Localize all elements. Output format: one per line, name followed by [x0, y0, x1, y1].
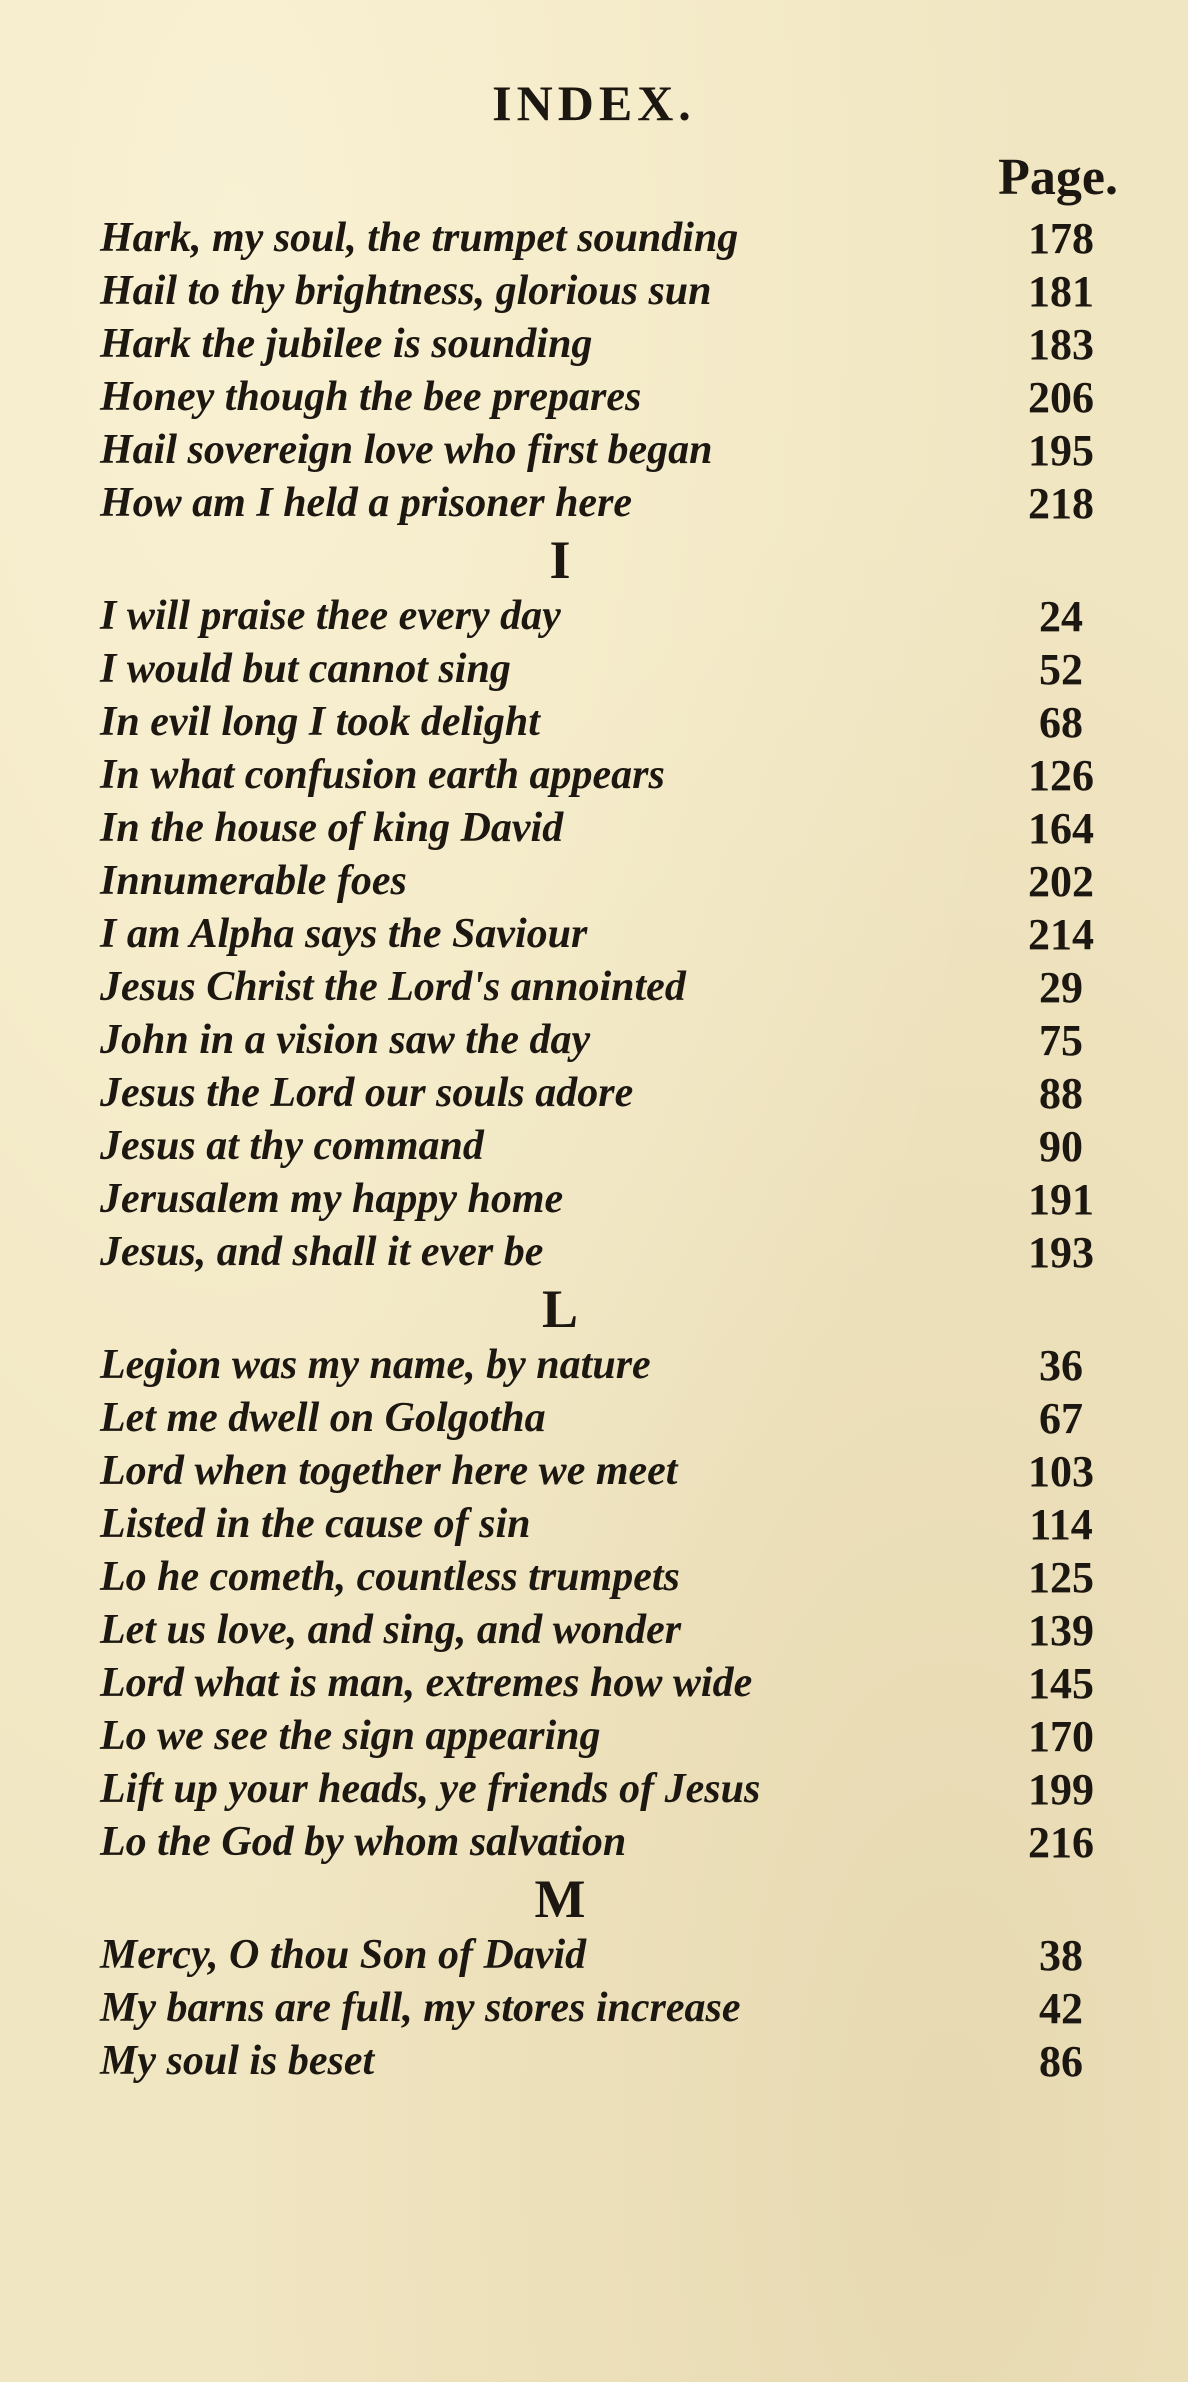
hymn-first-line: Let me dwell on Golgotha: [100, 1395, 546, 1441]
hymn-first-line: Hark the jubilee is sounding: [100, 321, 593, 367]
page-number: 24: [1039, 592, 1083, 641]
index-entry: [100, 1657, 1140, 1710]
index-entry: [100, 1710, 1140, 1763]
page-number: 164: [1028, 804, 1094, 853]
page-number: 178: [1028, 214, 1094, 263]
index-entry: [100, 961, 1140, 1014]
hymn-first-line: Hail sovereign love who first began: [100, 427, 713, 473]
section-letter-heading: I: [549, 530, 571, 590]
hymn-first-line: Lo he cometh, countless trumpets: [100, 1554, 680, 1600]
index-entry: [100, 590, 1140, 643]
index-entry: [100, 1551, 1140, 1604]
page-number: 191: [1028, 1175, 1094, 1224]
index-entry: [100, 1816, 1140, 1869]
page-number: 183: [1028, 320, 1094, 369]
hymn-first-line: How am I held a prisoner here: [100, 480, 633, 526]
page-number: 90: [1039, 1122, 1083, 1171]
hymn-first-line: Lord what is man, extremes how wide: [100, 1660, 753, 1706]
hymn-first-line: Jerusalem my happy home: [100, 1176, 564, 1222]
index-entry: [100, 318, 1140, 371]
page-number: 218: [1028, 479, 1094, 528]
hymn-first-line: Listed in the cause of sin: [100, 1501, 531, 1547]
page-number: 68: [1039, 698, 1083, 747]
page-number: 36: [1039, 1341, 1083, 1390]
page-number: 206: [1028, 373, 1094, 422]
hymn-first-line: Lift up your heads, ye friends of Jesus: [100, 1766, 761, 1812]
index-entry: [100, 212, 1140, 265]
hymn-first-line: Legion was my name, by nature: [100, 1342, 651, 1388]
hymn-first-line: Honey though the bee prepares: [100, 374, 642, 420]
hymn-first-line: I will praise thee every day: [100, 593, 561, 639]
page-number: 181: [1028, 267, 1094, 316]
index-entry: [100, 2035, 1140, 2088]
index-entry: [100, 1498, 1140, 1551]
hymn-first-line: Jesus the Lord our souls adore: [100, 1070, 634, 1116]
page-number: 75: [1039, 1016, 1083, 1065]
page-number: 88: [1039, 1069, 1083, 1118]
page-number: 38: [1039, 1931, 1083, 1980]
page-column-heading: Page.: [998, 149, 1118, 206]
page-number: 125: [1028, 1553, 1094, 1602]
index-entry: [100, 1445, 1140, 1498]
index-entry: [100, 1982, 1140, 2035]
hymn-first-line: Innumerable foes: [100, 858, 407, 904]
index-entry: [100, 1173, 1140, 1226]
running-head: INDEX.: [492, 75, 696, 131]
page-number: 67: [1039, 1394, 1083, 1443]
index-entry: [100, 696, 1140, 749]
index-entry: [100, 265, 1140, 318]
hymn-first-line: In the house of king David: [100, 805, 564, 851]
hymn-first-line: Jesus Christ the Lord's annointed: [100, 964, 686, 1010]
index-entry: [100, 1226, 1140, 1279]
page-number: 52: [1039, 645, 1083, 694]
index-entry: [100, 1392, 1140, 1445]
index-list: [100, 212, 1140, 2088]
hymn-first-line: Lo we see the sign appearing: [100, 1713, 601, 1759]
index-entry: [100, 1604, 1140, 1657]
index-entry: [100, 1120, 1140, 1173]
index-entry: [100, 855, 1140, 908]
hymn-first-line: Lord when together here we meet: [100, 1448, 678, 1494]
hymn-first-line: Jesus, and shall it ever be: [100, 1229, 544, 1275]
page-number: 126: [1028, 751, 1094, 800]
page-number: 193: [1028, 1228, 1094, 1277]
hymn-first-line: Hark, my soul, the trumpet sounding: [100, 215, 739, 261]
index-entry: [100, 371, 1140, 424]
hymn-first-line: My barns are full, my stores increase: [100, 1985, 741, 2031]
hymn-first-line: Let us love, and sing, and wonder: [100, 1607, 682, 1653]
index-entry: [100, 908, 1140, 961]
hymn-first-line: Hail to thy brightness, glorious sun: [100, 268, 712, 314]
hymn-first-line: My soul is beset: [100, 2038, 375, 2084]
hymn-first-line: In what confusion earth appears: [100, 752, 665, 798]
page-number: 86: [1039, 2037, 1083, 2086]
hymn-first-line: I am Alpha says the Saviour: [100, 911, 588, 957]
index-entry: [100, 1763, 1140, 1816]
page-number: 145: [1028, 1659, 1094, 1708]
hymn-first-line: In evil long I took delight: [100, 699, 540, 745]
section-letter-heading: M: [534, 1869, 586, 1929]
hymn-first-line: Mercy, O thou Son of David: [100, 1932, 587, 1978]
page-number: 42: [1039, 1984, 1083, 2033]
hymn-first-line: Jesus at thy command: [100, 1123, 484, 1169]
page-number: 199: [1028, 1765, 1094, 1814]
page-number: 139: [1028, 1606, 1094, 1655]
page-number: 170: [1028, 1712, 1094, 1761]
hymn-first-line: John in a vision saw the day: [100, 1017, 591, 1063]
index-entry: [100, 1339, 1140, 1392]
page-number: 202: [1028, 857, 1094, 906]
index-entry: [100, 749, 1140, 802]
page-number: 103: [1028, 1447, 1094, 1496]
page-number: 214: [1028, 910, 1094, 959]
index-entry: [100, 643, 1140, 696]
page-number: 195: [1028, 426, 1094, 475]
index-entry: [100, 1929, 1140, 1982]
page-number: 29: [1039, 963, 1083, 1012]
index-entry: [100, 477, 1140, 530]
index-entry: [100, 1014, 1140, 1067]
hymn-first-line: Lo the God by whom salvation: [100, 1819, 627, 1865]
page-number: 216: [1028, 1818, 1094, 1867]
index-entry: [100, 424, 1140, 477]
hymn-first-line: I would but cannot sing: [100, 646, 511, 692]
page-number: 114: [1029, 1500, 1093, 1549]
section-letter-heading: L: [541, 1279, 579, 1339]
index-entry: [100, 802, 1140, 855]
index-entry: [100, 1067, 1140, 1120]
